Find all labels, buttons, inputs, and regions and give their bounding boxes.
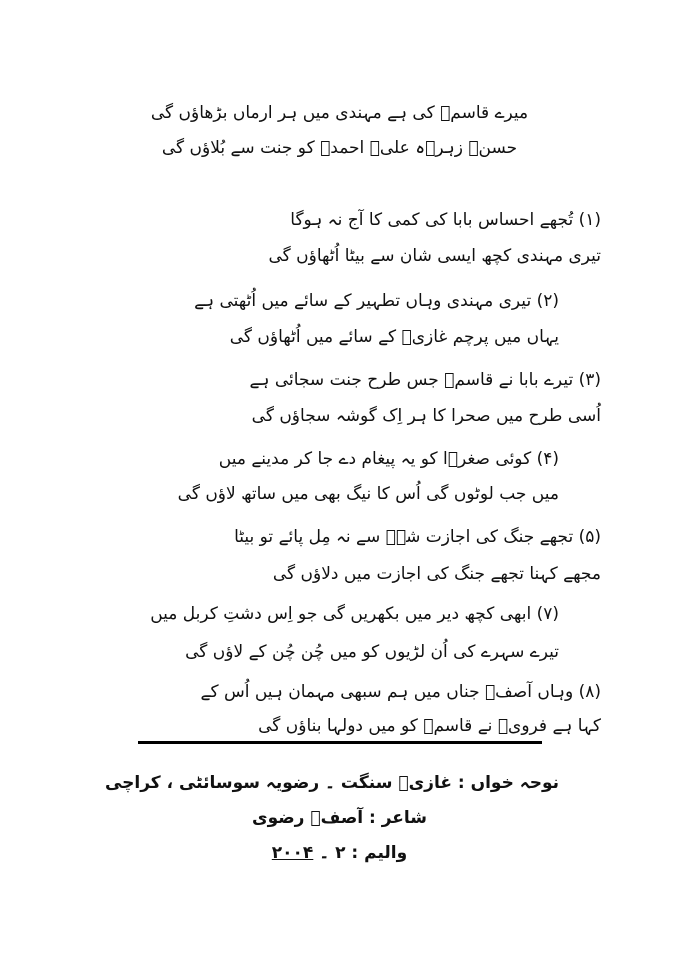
- volume-year: ۲۰۰۴: [271, 843, 314, 863]
- stanza-6-line-1: (۷) ابھی کچھ دیر میں بکھریں گی جو اِس دشتِ کربل میں: [150, 604, 559, 624]
- stanza-7-line-2: کہا ہے فرویؔ نے قاسمؑ کو میں دولہا بناؤں گی: [258, 716, 601, 736]
- stanza-1-line-2: تیری مہندی کچھ ایسی شان سے بیٹا اُٹھاؤں گی: [268, 246, 601, 266]
- stanza-5-line-2: مجھے کہنا تجھے جنگ کی اجازت میں دلاؤں گی: [272, 564, 601, 584]
- stanza-3-line-1: (۳) تیرے بابا نے قاسمؑ جس طرح جنت سجائی ہے: [249, 370, 601, 390]
- stanza-3-line-2: اُسی طرح میں صحرا کا ہر اِک گوشہ سجاؤں گی: [251, 406, 601, 426]
- stanza-5-line-1: (۵) تجھے جنگ کی اجازت شہؑ سے نہ مِل پائے تو بیٹا: [234, 527, 601, 547]
- stanza-7-line-1: (۸) وہاں آصفؔ جناں میں ہم سبھی مہمان ہیں اُس کے: [200, 682, 601, 702]
- poet-credit: شاعر : آصفؔ رضوی: [252, 808, 427, 828]
- stanza-4-line-2: میں جب لوٹوں گی اُس کا نیگ بھی میں ساتھ لاؤں گی: [177, 484, 559, 504]
- stanza-6-line-2: تیرے سہرے کی اُن لڑیوں کو میں چُن چُن کے لاؤں گی: [185, 642, 559, 662]
- stanza-2-line-2: یہاں میں پرچم غازیؑ کے سائے میں اُٹھاؤں گی: [229, 327, 559, 347]
- volume-label: والیم : ۲ ۔: [319, 843, 408, 863]
- stanza-2-line-1: (۲) تیری مہندی وہاں تطہیر کے سائے میں اُٹھتی ہے: [194, 291, 559, 311]
- divider-line: [138, 741, 542, 744]
- header-line-1: میرے قاسمؑ کی ہے مہندی میں ہر ارماں بڑھاؤں گی: [150, 103, 529, 123]
- stanza-4-line-1: (۴) کوئی صغرؑا کو یہ پیغام دے جا کر مدینے میں: [218, 449, 559, 469]
- stanza-1-line-1: (۱) تُجھے احساس بابا کی کمی کا آج نہ ہوگا: [290, 210, 601, 230]
- header-line-2: حسنؑ زہرؑہ علیؑ احمدؐ کو جنت سے بُلاؤں گی: [161, 138, 518, 158]
- reciter-credit: نوحہ خواں : غازیؑ سنگت ۔ رضویہ سوسائٹی ، کراچی: [104, 773, 559, 793]
- volume-credit: [120, 841, 559, 865]
